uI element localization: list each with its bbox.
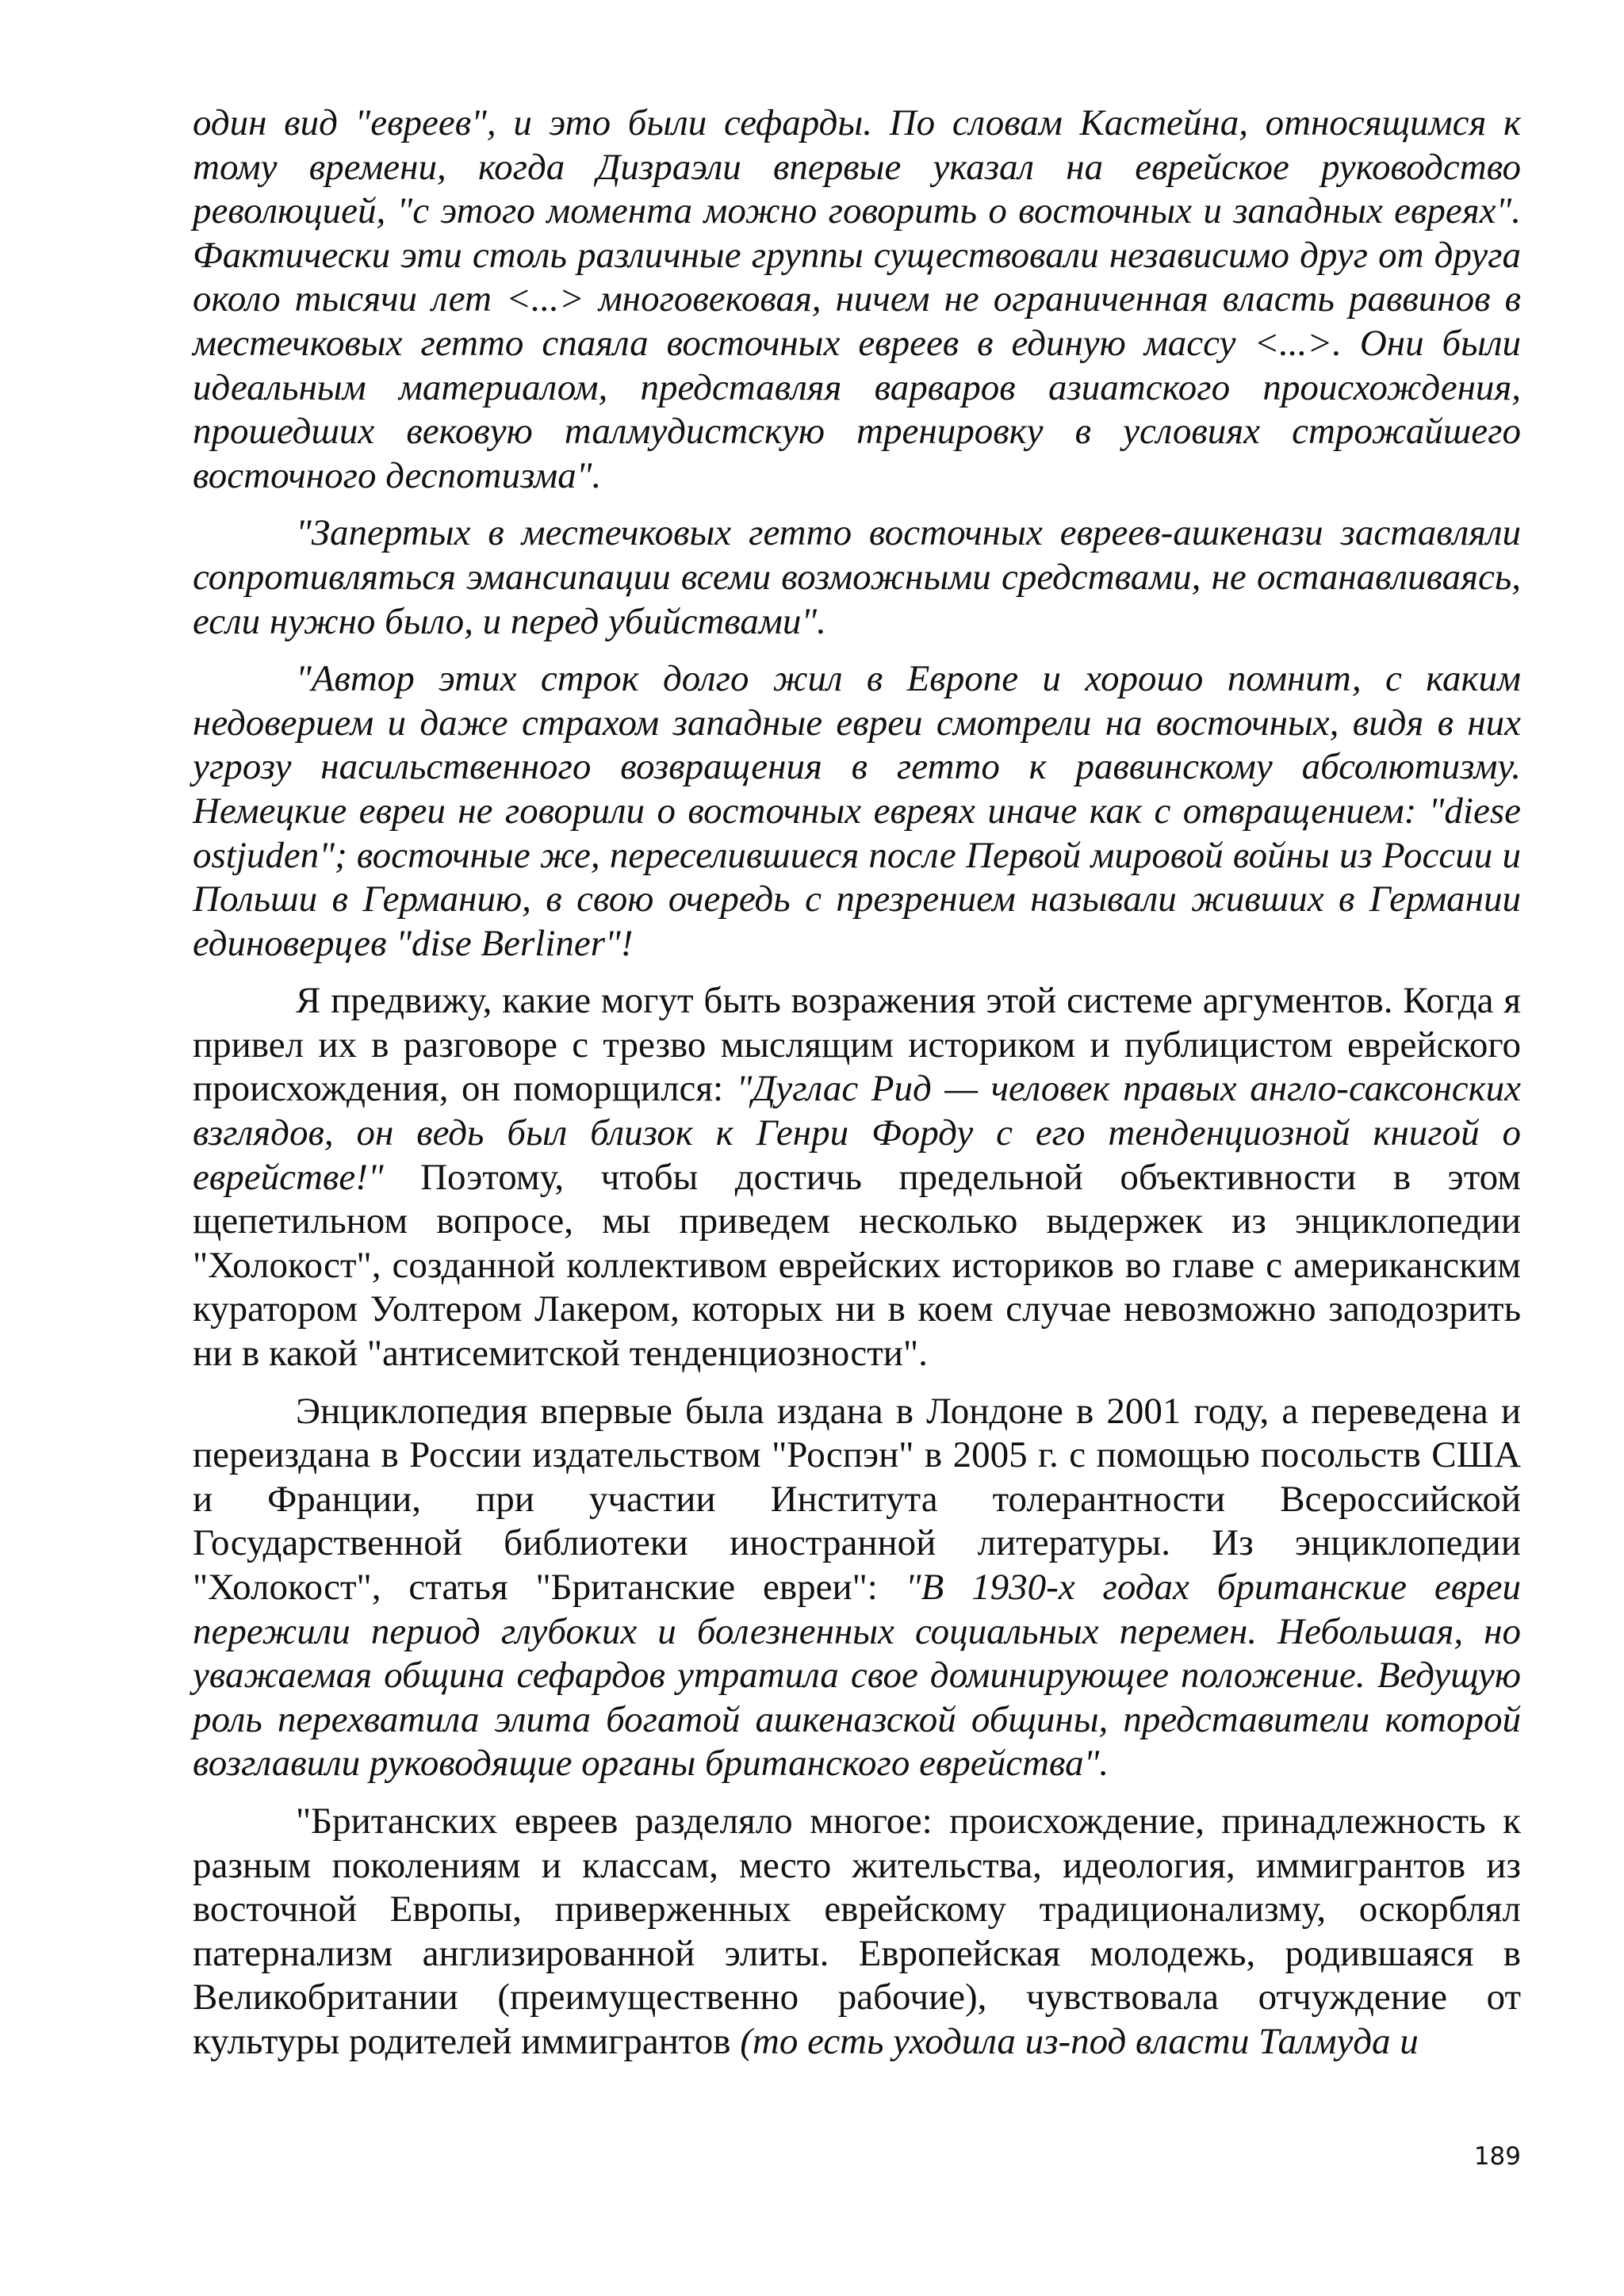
paragraph-4-text-a: Я предвижу, какие могут быть возражения этой системе аргументов. Когда я привел их в разговоре с трезво мыслящим историком и публицистом еврейского происхождения, он поморщился: xyxy=(193,980,1521,1110)
paragraph-6 xyxy=(193,1800,1521,2064)
paragraph-3-quote: "Автор этих строк долго жил в Европе и хорошо помнит, с каким недоверием и даже страхом западные евреи смотрели на восточных, видя в них угрозу насильственного возвращения в гетто к раввинскому абсолютизму. Немецкие евреи не говорили о восточных евреях иначе как с отвращением: "diese ostjuden"; восточные же, переселившиеся после Первой мировой войны из России и Польши в Германию, в свою очередь с презрением называли живших в Германии единоверцев "dise Berliner"! xyxy=(193,658,1521,964)
body-text xyxy=(193,101,1521,2078)
paragraph-5-text: Энциклопедия впервые была издана в Лондоне в 2001 году, а переведена и переиздана в России издательством "Роспэн" в 2005 г. с помощью посольств США и Франции, при участии Института толерантности Всероссийской Государственной библиотеки иностранной литературы. Из энциклопедии "Холокост", статья "Британские евреи": xyxy=(193,1390,1521,1608)
paragraph-3 xyxy=(193,657,1521,966)
paragraph-5-quote: "В 1930-х годах британские евреи пережили период глубоких и болезненных социальных перемен. Небольшая, но уважаемая община сефардов утратила свое доминирующее положение. Ведущую роль перехватила элита богатой ашкеназской общины, представители которой возглавили руководящие органы британского еврейства". xyxy=(193,1567,1521,1785)
paragraph-1-quote: один вид "евреев", и это были сефарды. По словам Кастейна, относящимся к тому времени, когда Дизраэли впервые указал на еврейское руководство революцией, "с этого момента можно говорить о восточных и западных евреях". Фактически эти столь различные группы существовали независимо друг от друга около тысячи лет <...> многовековая, ничем не ограниченная власть раввинов в местечковых гетто спаяла восточных евреев в единую массу <...>. Они были идеальным материалом, представляя варваров азиатского происхождения, прошедших вековую талмудистскую тренировку в условиях строжайшего восточного деспотизма". xyxy=(193,102,1521,496)
paragraph-4-text-b: Поэтому, чтобы достичь предельной объективности в этом щепетильном вопросе, мы приведем несколько выдержек из энциклопедии "Холокост", созданной коллективом еврейских историков во главе с американским куратором Уолтером Лакером, которых ни в коем случае невозможно заподозрить ни в какой "антисемитской тенденциозности". xyxy=(193,1156,1521,1375)
paragraph-4-quote: "Дуглас Рид — человек правых англо-саксонских взглядов, он ведь был близок к Генри Форду с его тенденциозной книгой о еврействе!" xyxy=(193,1068,1521,1198)
paragraph-4 xyxy=(193,979,1521,1376)
paragraph-6-text: "Британских евреев разделяло многое: происхождение, принадлежность к разным поколениям и классам, место жительства, идеология, иммигрантов из восточной Европы, приверженных еврейскому традиционализму, оскорблял патернализм англизированной элиты. Европейская молодежь, родившаяся в Великобритании (преимущественно рабочие), чувствовала отчуждение от культуры родителей иммигрантов xyxy=(193,1800,1521,2062)
paragraph-6-quote: (то есть уходила из-под власти Талмуда и xyxy=(740,2020,1419,2062)
paragraph-1 xyxy=(193,101,1521,498)
paragraph-2-quote: "Запертых в местечковых гетто восточных евреев-ашкенази заставляли сопротивляться эмансипации всеми возможными средствами, не останавливаясь, если нужно было, и перед убийствами". xyxy=(193,512,1521,642)
paragraph-5 xyxy=(193,1390,1521,1786)
page-number: 189 xyxy=(1473,2142,1521,2171)
paragraph-2 xyxy=(193,511,1521,644)
